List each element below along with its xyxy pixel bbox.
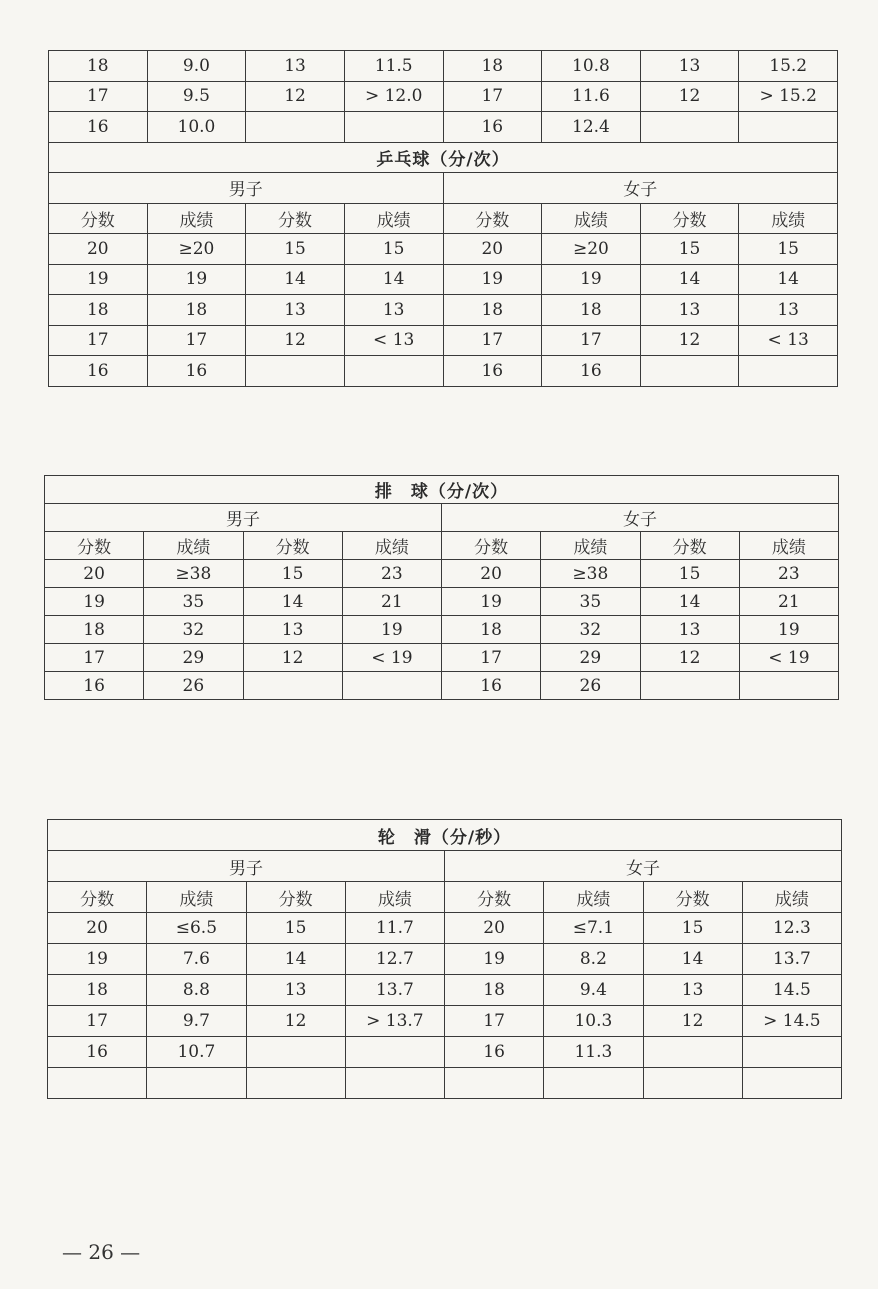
skating-rows (48, 913, 842, 1099)
column-header: 成绩 (739, 203, 838, 234)
table-cell: 23 (342, 560, 441, 588)
table-row (48, 1037, 842, 1068)
column-header: 成绩 (344, 203, 443, 234)
table-cell: 14.5 (742, 975, 841, 1006)
column-header: 分数 (45, 532, 144, 560)
volleyball-header-row (45, 532, 839, 560)
column-header: 成绩 (342, 532, 441, 560)
pingpong-male-label: 男子 (49, 173, 444, 204)
skating-male-label: 男子 (48, 851, 445, 882)
table-cell: 13 (246, 295, 345, 326)
column-header: 分数 (49, 203, 148, 234)
table-cell: 12 (243, 644, 342, 672)
skating-header-row (48, 882, 842, 913)
table-cell: 20 (45, 560, 144, 588)
table-cell: 17 (443, 81, 542, 112)
table-row (49, 51, 838, 82)
table-cell (345, 1068, 444, 1099)
table-cell: 16 (48, 1037, 147, 1068)
table-cell: 7.6 (147, 944, 246, 975)
table-cell: 16 (443, 112, 542, 143)
table-cell (739, 672, 838, 700)
table-cell: 26 (541, 672, 640, 700)
table-cell: 15 (640, 234, 739, 265)
table-cell: 13 (243, 616, 342, 644)
table-cell: 19 (45, 588, 144, 616)
table-cell: 18 (48, 975, 147, 1006)
column-header: 成绩 (541, 532, 640, 560)
table-row (49, 325, 838, 356)
table-cell: 23 (739, 560, 838, 588)
column-header: 分数 (243, 532, 342, 560)
table-cell: 11.3 (544, 1037, 643, 1068)
table-cell: 19 (49, 264, 148, 295)
table-cell: 16 (147, 356, 246, 387)
column-header: 分数 (643, 882, 742, 913)
table-cell: > 14.5 (742, 1006, 841, 1037)
table-cell: 10.8 (542, 51, 641, 82)
table-cell: < 19 (739, 644, 838, 672)
table-cell (246, 112, 345, 143)
column-header: 分数 (443, 203, 542, 234)
table-cell: 9.4 (544, 975, 643, 1006)
table-cell: 9.0 (147, 51, 246, 82)
table-cell (643, 1037, 742, 1068)
table-cell: 12 (640, 325, 739, 356)
table-row (48, 944, 842, 975)
table-cell (445, 1068, 544, 1099)
table-row (48, 1006, 842, 1037)
table-cell (344, 112, 443, 143)
table-cell: ≥38 (541, 560, 640, 588)
table-cell: 14 (739, 264, 838, 295)
table-cell (243, 672, 342, 700)
continuation-rows (49, 51, 838, 143)
table-cell: 14 (344, 264, 443, 295)
table-cell: 16 (49, 112, 148, 143)
table-cell: 16 (442, 672, 541, 700)
table-continuation-pingpong (48, 50, 838, 387)
table-cell (739, 356, 838, 387)
table-cell: 21 (342, 588, 441, 616)
pingpong-header-row (49, 203, 838, 234)
column-header: 成绩 (544, 882, 643, 913)
column-header: 分数 (48, 882, 147, 913)
table-cell: 13 (640, 295, 739, 326)
table-row (45, 644, 839, 672)
table-cell: 18 (49, 51, 148, 82)
table-cell (246, 1037, 345, 1068)
table-row (45, 588, 839, 616)
table-cell (342, 672, 441, 700)
table-cell: 13 (739, 295, 838, 326)
table-cell: ≤7.1 (544, 913, 643, 944)
page-number: — 26 — (62, 1240, 141, 1264)
table-cell: 14 (246, 264, 345, 295)
table-cell: 16 (542, 356, 641, 387)
table-cell: 19 (739, 616, 838, 644)
table-volleyball (44, 475, 839, 700)
table-cell: 20 (49, 234, 148, 265)
column-header: 成绩 (345, 882, 444, 913)
table-cell (643, 1068, 742, 1099)
table-cell (640, 356, 739, 387)
column-header: 成绩 (147, 882, 246, 913)
skating-female-label: 女子 (445, 851, 842, 882)
table-cell: 18 (443, 295, 542, 326)
table-cell: 11.7 (345, 913, 444, 944)
table-cell: 12.4 (542, 112, 641, 143)
table-cell: 17 (147, 325, 246, 356)
table-cell: 19 (442, 588, 541, 616)
table-row (49, 112, 838, 143)
table-cell: 12.3 (742, 913, 841, 944)
volleyball-title: 排 球（分/次） (45, 476, 839, 504)
table-cell: 16 (443, 356, 542, 387)
volleyball-rows (45, 560, 839, 700)
table-cell: 13 (246, 51, 345, 82)
table-cell: 26 (144, 672, 243, 700)
table-cell: 12 (246, 325, 345, 356)
table-row (45, 672, 839, 700)
column-header: 分数 (445, 882, 544, 913)
table-cell (246, 1068, 345, 1099)
column-header: 成绩 (144, 532, 243, 560)
table-cell: 19 (147, 264, 246, 295)
column-header: 分数 (442, 532, 541, 560)
table-cell: > 12.0 (344, 81, 443, 112)
table-cell: 9.7 (147, 1006, 246, 1037)
table-cell (742, 1068, 841, 1099)
table-cell: ≥20 (542, 234, 641, 265)
table-cell (246, 356, 345, 387)
table-cell: 18 (443, 51, 542, 82)
table-cell: ≥38 (144, 560, 243, 588)
column-header: 成绩 (739, 532, 838, 560)
table-cell: 15 (246, 234, 345, 265)
table-cell: 29 (144, 644, 243, 672)
column-header: 分数 (246, 203, 345, 234)
table-cell: 18 (45, 616, 144, 644)
header-row (48, 882, 842, 913)
table-cell: 15 (344, 234, 443, 265)
table-cell: < 19 (342, 644, 441, 672)
table-cell: 12 (643, 1006, 742, 1037)
table-cell: 35 (541, 588, 640, 616)
table-cell: 19 (445, 944, 544, 975)
table-cell: 35 (144, 588, 243, 616)
table-cell: 17 (49, 325, 148, 356)
table-cell: 16 (45, 672, 144, 700)
column-header: 成绩 (542, 203, 641, 234)
column-header: 分数 (640, 532, 739, 560)
table-cell: 15 (246, 913, 345, 944)
table-cell (742, 1037, 841, 1068)
table-cell (544, 1068, 643, 1099)
table-cell: 19 (342, 616, 441, 644)
table-cell: 13 (344, 295, 443, 326)
table-cell: 15 (739, 234, 838, 265)
table-cell: 17 (443, 325, 542, 356)
table-cell: 11.6 (542, 81, 641, 112)
column-header: 分数 (246, 882, 345, 913)
table-cell: 18 (542, 295, 641, 326)
table-cell: 12.7 (345, 944, 444, 975)
table-row (45, 560, 839, 588)
table-cell: 16 (49, 356, 148, 387)
table-cell: 20 (443, 234, 542, 265)
table-cell: 14 (643, 944, 742, 975)
table-cell: 17 (442, 644, 541, 672)
table-cell: 19 (443, 264, 542, 295)
table-cell: 17 (49, 81, 148, 112)
table-cell: 14 (640, 588, 739, 616)
table-cell: 17 (45, 644, 144, 672)
table-cell: 19 (48, 944, 147, 975)
table-cell: 32 (144, 616, 243, 644)
table-cell: 14 (246, 944, 345, 975)
table-cell: 9.5 (147, 81, 246, 112)
table-cell: 18 (147, 295, 246, 326)
table-row (49, 81, 838, 112)
table-cell: 8.2 (544, 944, 643, 975)
table-cell (640, 112, 739, 143)
table-cell: 16 (445, 1037, 544, 1068)
table-cell: 17 (542, 325, 641, 356)
table-cell: 12 (246, 1006, 345, 1037)
table-cell: 19 (542, 264, 641, 295)
table-cell: 12 (640, 81, 739, 112)
table-cell (344, 356, 443, 387)
table-cell: < 13 (739, 325, 838, 356)
table-cell: 29 (541, 644, 640, 672)
table-cell: 13 (643, 975, 742, 1006)
table-cell: 20 (442, 560, 541, 588)
volleyball-male-label: 男子 (45, 504, 442, 532)
table-cell: 13 (246, 975, 345, 1006)
table-cell: > 13.7 (345, 1006, 444, 1037)
table-row (49, 356, 838, 387)
table-cell: 13 (640, 616, 739, 644)
table-cell: 15 (640, 560, 739, 588)
table-cell: ≤6.5 (147, 913, 246, 944)
table-cell: 15.2 (739, 51, 838, 82)
table-cell: 17 (48, 1006, 147, 1037)
table-cell: 13.7 (742, 944, 841, 975)
table-cell: 11.5 (344, 51, 443, 82)
table-cell: 12 (246, 81, 345, 112)
column-header: 成绩 (742, 882, 841, 913)
table-cell: 20 (48, 913, 147, 944)
table-row (45, 616, 839, 644)
skating-title: 轮 滑（分/秒） (48, 820, 842, 851)
table-row (48, 975, 842, 1006)
table-cell: 12 (640, 644, 739, 672)
table-cell: < 13 (344, 325, 443, 356)
table-cell: 32 (541, 616, 640, 644)
table-cell: 15 (643, 913, 742, 944)
pingpong-female-label: 女子 (443, 173, 838, 204)
table-cell: 10.7 (147, 1037, 246, 1068)
table-cell: ≥20 (147, 234, 246, 265)
table-row (49, 295, 838, 326)
table-cell (640, 672, 739, 700)
table-cell (345, 1037, 444, 1068)
table-cell: 15 (243, 560, 342, 588)
table-skating (47, 819, 842, 1099)
table-cell (147, 1068, 246, 1099)
table-cell: 8.8 (147, 975, 246, 1006)
table-cell (739, 112, 838, 143)
table-row (48, 913, 842, 944)
table-cell (48, 1068, 147, 1099)
table-cell: 18 (442, 616, 541, 644)
table-cell: 21 (739, 588, 838, 616)
table-cell: 18 (445, 975, 544, 1006)
table-cell: 10.3 (544, 1006, 643, 1037)
table-row (48, 1068, 842, 1099)
table-cell: 14 (640, 264, 739, 295)
table-cell: 13 (640, 51, 739, 82)
pingpong-title: 乒乓球（分/次） (49, 142, 838, 173)
table-cell: 20 (445, 913, 544, 944)
pingpong-rows (49, 234, 838, 387)
table-row (49, 234, 838, 265)
table-cell: 13.7 (345, 975, 444, 1006)
column-header: 分数 (640, 203, 739, 234)
header-row (49, 203, 838, 234)
table-cell: 18 (49, 295, 148, 326)
table-cell: 17 (445, 1006, 544, 1037)
table-row (49, 264, 838, 295)
header-row (45, 532, 839, 560)
table-cell: 10.0 (147, 112, 246, 143)
table-cell: > 15.2 (739, 81, 838, 112)
column-header: 成绩 (147, 203, 246, 234)
volleyball-female-label: 女子 (442, 504, 839, 532)
table-cell: 14 (243, 588, 342, 616)
